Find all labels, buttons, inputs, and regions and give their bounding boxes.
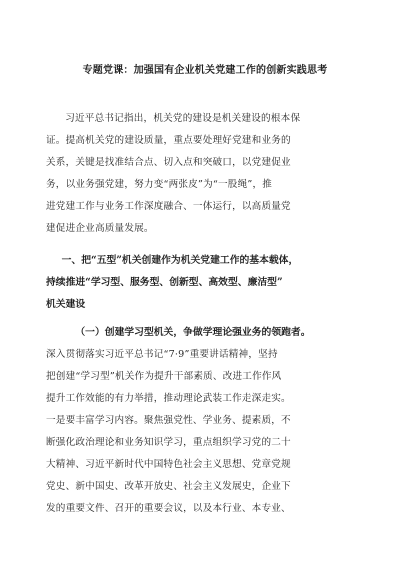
body-line: 把创建“学习型”机关作为提升干部素质、改进工作作风	[46, 371, 282, 382]
section-heading-line: 机关建设	[46, 299, 86, 310]
body-paragraph	[46, 344, 364, 520]
document-title: 专题党课：加强国有企业机关党建工作的创新实践思考	[82, 65, 328, 76]
section-heading	[46, 250, 364, 316]
body-line: 一是要丰富学习内容。聚焦强党性、学业务、提素质，不	[46, 415, 291, 426]
intro-line: 证。提高机关党的建设质量，重点要处理好党建和业务的	[46, 135, 291, 146]
body-line: 发的重要文件、召开的重要会议，以及本行业、本专业、	[46, 503, 291, 514]
intro-line: 务，以业务强党建，努力变“两张皮”为“一股绳”，推	[46, 179, 273, 190]
body-line: 大精神、习近平新时代中国特色社会主义思想、党章党规	[46, 459, 291, 470]
intro-line: 关系，关键是找准结合点、切入点和突破口，以党建促业	[46, 157, 291, 168]
body-line: 党史、新中国史、改革开放史、社会主义发展史，企业下	[46, 481, 291, 492]
subsection-heading: （一）创建学习型机关，争做学理论强业务的领跑者。	[75, 327, 311, 338]
body-line: 提升工作效能的有力举措，推动理论武装工作走深走实。	[46, 393, 291, 404]
intro-line: 进党建工作与业务工作深度融合、一体运行，以高质量党	[46, 201, 291, 212]
intro-paragraph	[46, 108, 364, 240]
body-line: 断强化政治理论和业务知识学习，重点组织学习党的二十	[46, 437, 291, 448]
intro-line: 习近平总书记指出，机关党的建设是机关建设的根本保	[65, 113, 301, 124]
body-line: 深入贯彻落实习近平总书记“7·9”重要讲话精神，坚持	[46, 349, 278, 360]
section-heading-line: 持续推进“学习型、服务型、创新型、高效型、廉洁型”	[46, 277, 283, 288]
intro-line: 建促进企业高质量发展。	[46, 223, 154, 234]
section-heading-line: 一、把“五型”机关创建作为机关党建工作的基本载体，	[61, 255, 299, 266]
